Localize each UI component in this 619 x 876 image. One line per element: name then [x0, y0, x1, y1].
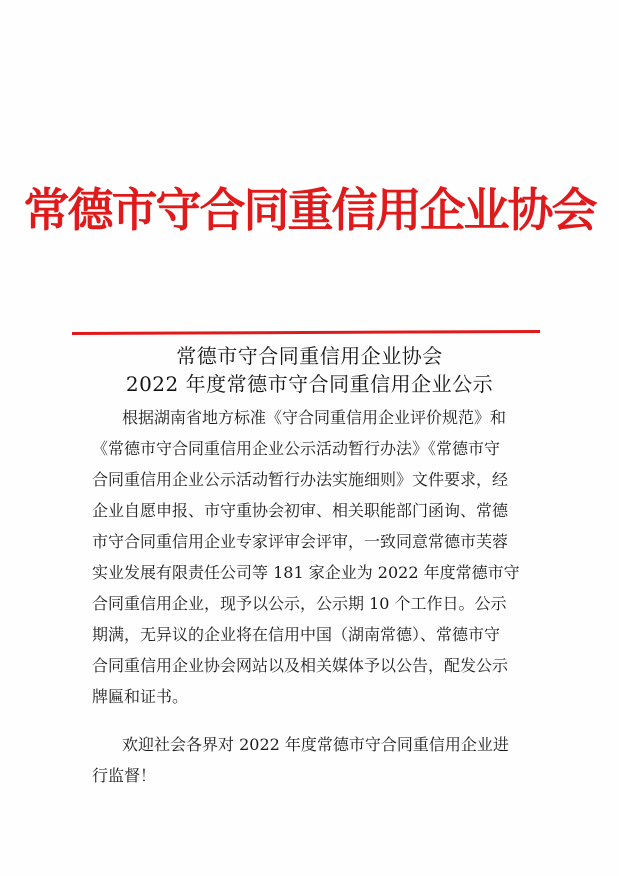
body-line: 合同重信用企业公示活动暂行办法实施细则》文件要求，经 [92, 470, 509, 489]
body-line: 行监督！ [92, 766, 157, 785]
body-line: 欢迎社会各界对 2022 年度常德市守合同重信用企业进 [122, 735, 509, 754]
body-line: 牌匾和证书。 [92, 687, 189, 706]
letterhead-divider [72, 330, 540, 335]
body-line: 实业发展有限责任公司等 181 家企业为 2022 年度常德市守 [92, 563, 520, 582]
document-title-line-1: 常德市守合同重信用企业协会 [176, 344, 443, 368]
letterhead-title: 常德市守合同重信用企业协会 [23, 183, 596, 237]
body-line: 合同重信用企业，现予以公示，公示期 10 个工作日。公示 [92, 594, 507, 613]
body-line: 企业自愿申报、市守重协会初审、相关职能部门函询、常德 [92, 501, 509, 520]
body-line: 合同重信用企业协会网站以及相关媒体予以公告，配发公示 [92, 656, 509, 675]
document-title-line-2: 2022 年度常德市守合同重信用企业公示 [125, 372, 494, 396]
body-line: 根据湖南省地方标准《守合同重信用企业评价规范》和 [122, 408, 507, 427]
body-line: 期满，无异议的企业将在信用中国（湖南常德）、常德市守 [92, 625, 501, 644]
body-line: 《常德市守合同重信用企业公示活动暂行办法》《常德市守 [92, 439, 501, 458]
body-line: 市守合同重信用企业专家评审会评审，一致同意常德市芙蓉 [92, 532, 509, 551]
